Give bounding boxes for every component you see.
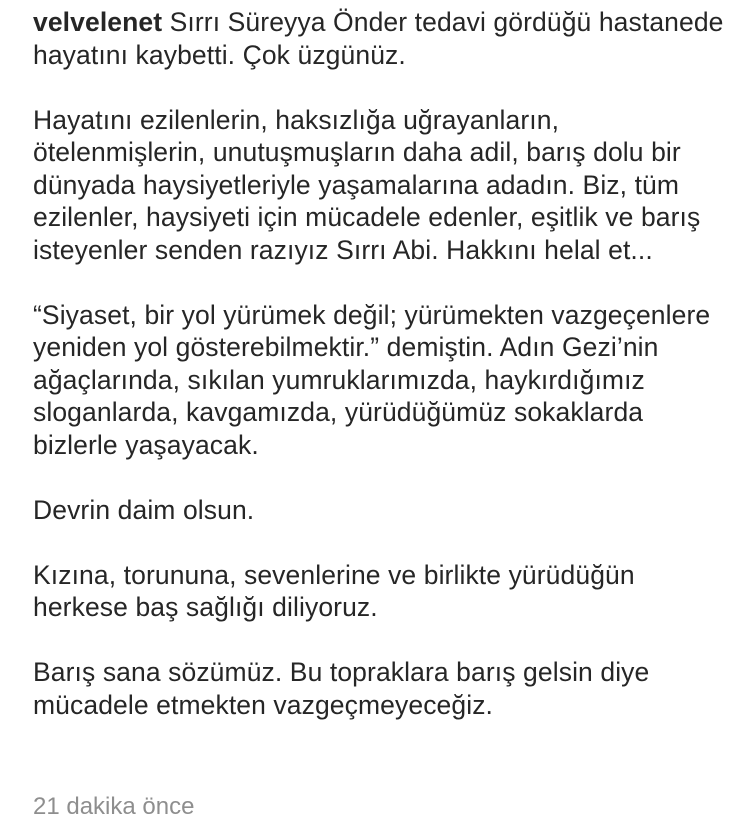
username-link[interactable]: velvelenet [33,7,163,37]
caption-paragraph-6: Barış sana sözümüz. Bu topraklara barış gelsin diye mücadele etmekten vazgeçmeyeceğiz. [33,657,650,720]
post-caption [33,6,733,721]
caption-paragraph-1 [33,6,733,71]
post-timestamp: 21 dakika önce [33,793,195,820]
caption-paragraph-5: Kızına, torununa, sevenlerine ve birlikte yürüdüğün herkese baş sağlığı diliyoruz. [33,559,635,622]
caption-paragraph-4: Devrin daim olsun. [33,494,255,525]
caption-paragraph-3: “Siyaset, bir yol yürümek değil; yürümekten vazgeçenlere yeniden yol gösterebilmektir.” demiştin. Adın Gezi’nin ağaçlarında, sıkılan yumruklarımızda, haykırdığımız sloganlarda, kavgamızda, yürüdüğümüz sokaklarda bizlerle yaşayacak. [33,299,711,460]
caption-paragraph-2: Hayatını ezilenlerin, haksızlığa uğrayanların, ötelenmişlerin, unutuşmuşların daha adil, barış dolu bir dünyada haysiyetleriyle yaşamalarına adadın. Biz, tüm ezilenler, haysiyeti için mücadele edenler, eşitlik ve barış isteyenler senden razıyız Sırrı Abi. Hakkını helal et... [33,104,701,265]
caption-text: Sırrı Süreyya Önder tedavi gördüğü hastanede hayatını kaybetti. Çok üzgünüz. [33,7,724,70]
